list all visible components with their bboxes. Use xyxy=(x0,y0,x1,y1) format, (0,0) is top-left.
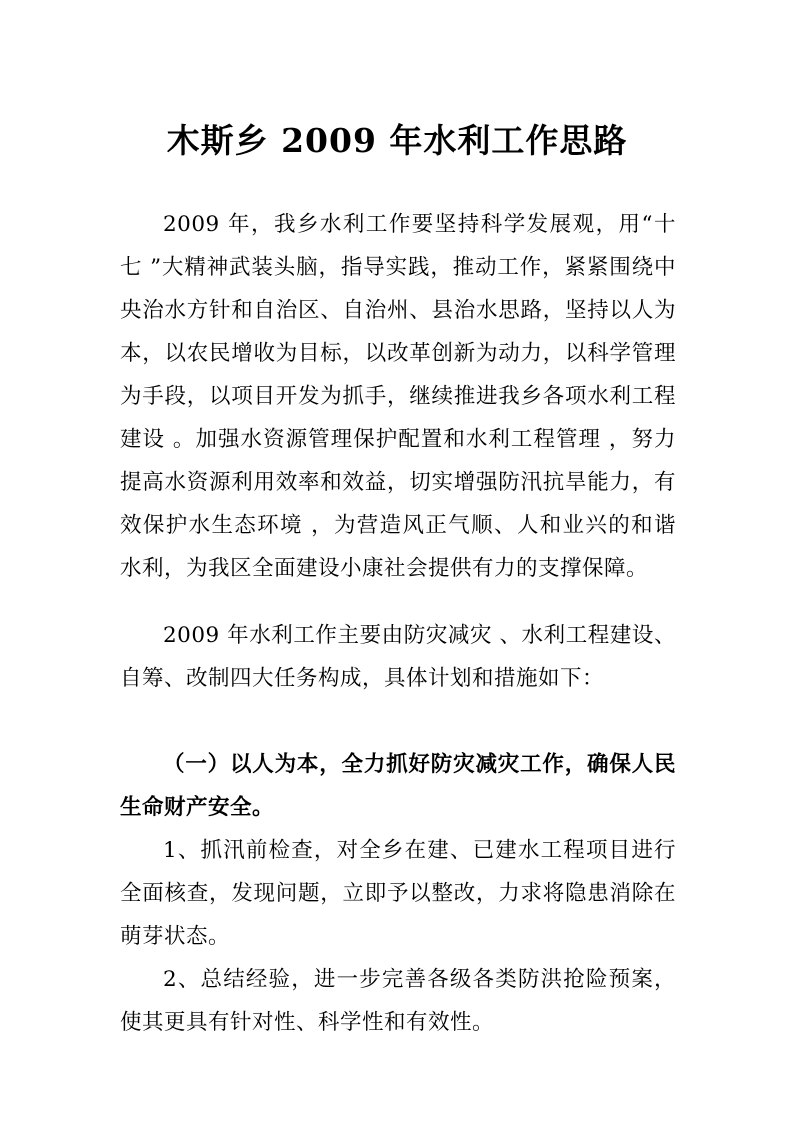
document-title: 木斯乡 2009 年水利工作思路 xyxy=(166,121,628,160)
section-heading: （一）以人为本，全力抓好防灾减灾工作，确保人民生命财产安全。 xyxy=(120,752,676,820)
list-item: 2、总结经验，进一步完善各级各类防洪抢险预案，使其更具有针对性、科学性和有效性。 xyxy=(120,967,676,1035)
list-item: 1、抓汛前检查，对全乡在建、已建水工程项目进行全面核查，发现问题，立即予以整改，力求将隐患消除在萌芽状态。 xyxy=(120,838,676,949)
intro-paragraph: 2009 年，我乡水利工作要坚持科学发展观，用“十七 ”大精神武装头脑，指导实践，推动工作，紧紧围绕中央治水方针和自治区、自治州、县治水思路，坚持以人为本，以农民增收为目标，以改革创新为动力，以科学管理为手段，以项目开发为抓手，继续推进我乡各项水利工程建设 。加强水资源管理保护配置和水利工程管理 ，努力提高水资源利用效率和效益，切实增强防汛抗旱能力，有效保护水生态环境 ，为营造风正气顺、人和业兴的和谐水利，为我区全面建设小康社会提供有力的支撑保障。 xyxy=(120,212,676,581)
tasks-paragraph: 2009 年水利工作主要由防灾减灾 、水利工程建设、自筹、改制四大任务构成，具体计划和措施如下： xyxy=(120,623,676,691)
